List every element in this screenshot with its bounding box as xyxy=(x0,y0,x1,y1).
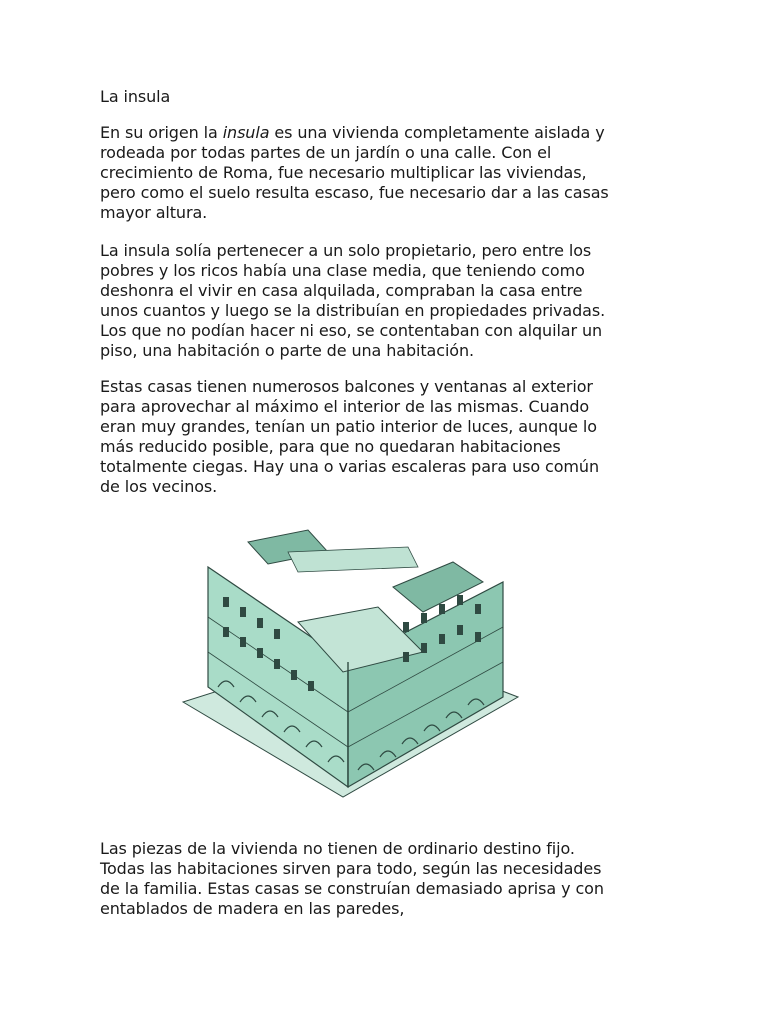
paragraph-rooms xyxy=(100,839,610,919)
paragraph-origin-text xyxy=(100,123,610,223)
paragraph-origin-after: es una vivienda completamente aislada y rodeada por todas partes de un jardín o una calle. Con el crecimiento de Roma, fue necesario multiplicar las viviendas, pero como el suelo resulta escaso, fue necesario dar a las casas mayor altura. xyxy=(100,123,609,222)
insula-building-drawing xyxy=(178,512,523,822)
paragraph-rooms-text: Las piezas de la vivienda no tienen de ordinario destino fijo. Todas las habitaciones sirven para todo, según las necesidades de la familia. Estas casas se construían demasiado aprisa y con entablados de madera en las paredes, xyxy=(100,839,604,918)
paragraph-origin-emphasis: insula xyxy=(222,123,270,142)
paragraph-ownership-text: La insula solía pertenecer a un solo propietario, pero entre los pobres y los ricos había una clase media, que teniendo como deshonra el vivir en casa alquilada, compraban la casa entre unos cuantos y luego se la distribuían en propiedades privadas. Los que no podían hacer ni eso, se contentaban con alquilar un piso, una habitación o parte de una habitación. xyxy=(100,241,606,360)
paragraph-features xyxy=(100,377,610,497)
paragraph-origin xyxy=(100,123,610,223)
insula-illustration xyxy=(178,512,523,822)
document-title xyxy=(100,87,610,107)
paragraph-origin-before: En su origen la xyxy=(100,123,223,142)
title-text: La insula xyxy=(100,87,171,106)
paragraph-ownership xyxy=(100,241,610,361)
paragraph-features-text: Estas casas tienen numerosos balcones y ventanas al exterior para aprovechar al máximo el interior de las mismas. Cuando eran muy grandes, tenían un patio interior de luces, aunque lo más reducido posible, para que no quedaran habitaciones totalmente ciegas. Hay una o varias escaleras para uso común de los vecinos. xyxy=(100,377,599,496)
